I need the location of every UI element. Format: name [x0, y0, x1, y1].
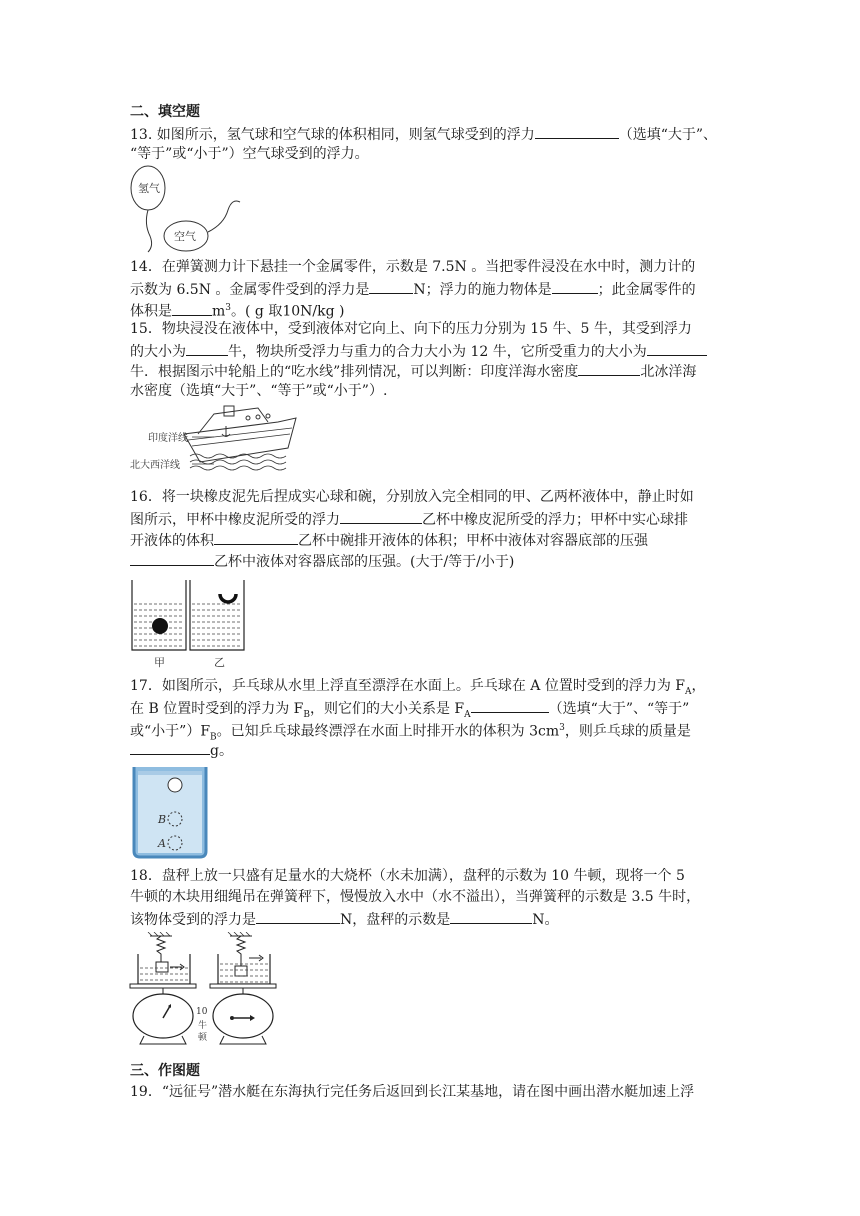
answer-blank[interactable] — [130, 550, 214, 566]
q16-line3: 开液体的体积 乙杯中碗排开液体的体积；甲杯中液体对容器底部的压强 — [130, 529, 648, 551]
q17-line3: 或“小于$”)F_B$。已知乒乓球最终漂浮在水面上时排开水的体积为 $3cm^3$，则乒乓球的质量是 — [130, 723, 691, 743]
q13-figure-balloons — [128, 164, 248, 254]
q18-line2: 牛顿的木块用细绳吊在弹簧秤下，慢慢放入水中（水不溢出），当弹簧秤的示数是 3.5 牛时， — [130, 889, 701, 905]
answer-blank[interactable] — [186, 340, 228, 356]
position-b-label: B — [158, 813, 167, 826]
q15-line3: 牛．根据图示中轮船上的“吃水线”排列情况，可以判断：印度洋海水密度 北冰洋海 — [130, 360, 696, 382]
position-a-label: A — [158, 837, 166, 850]
indian-ocean-line-label: 印度洋线 — [148, 433, 188, 444]
q15-figure-ship — [128, 404, 308, 478]
scale-reading-label: 10 — [196, 1007, 208, 1017]
q16-line1: 16．将一块橡皮泥先后捏成实心球和碗，分别放入完全相同的甲、乙两杯液体中，静止时如 — [130, 489, 694, 505]
section-title: 三、作图题 — [130, 1063, 200, 1079]
q14-line2: 示数为 6.5N 。金属零件受到的浮力是 N；浮力的施力物体是 ；此金属零件的 — [130, 278, 696, 300]
answer-blank[interactable] — [340, 508, 422, 524]
section-title: 二、填空题 — [130, 104, 200, 120]
answer-blank[interactable] — [450, 908, 532, 924]
answer-blank[interactable] — [130, 739, 210, 755]
q16-line4: 乙杯中液体对容器底部的压强。(大于/等于/小于) — [130, 550, 514, 572]
air-label: 空气 — [174, 230, 196, 243]
answer-blank[interactable] — [578, 360, 640, 376]
answer-blank[interactable] — [471, 697, 549, 713]
q15-line4: 水密度（选填“大于”、“等于”或“小于”）. — [130, 383, 388, 399]
q17-line1: 17．如图所示，乒乓球从水里上浮直至漂浮在水面上。乒乓球在 A 位置时受到的浮力为 $F_A$， — [130, 678, 706, 697]
hydrogen-label: 氢气 — [138, 182, 160, 195]
q19-line1: 19．“远征号”潜水艇在东海执行完任务后返回到长江某基地，请在图中画出潜水艇加速上浮 — [130, 1084, 695, 1100]
q16-figure-cups — [128, 576, 258, 670]
answer-blank[interactable] — [172, 300, 212, 316]
q17-figure-beaker — [130, 763, 214, 861]
svg-text:牛: 牛 — [198, 1021, 208, 1031]
svg-text:顿: 顿 — [198, 1033, 208, 1043]
q18-line3: 该物体受到的浮力是 N，盘秤的示数是 N。 — [130, 908, 559, 930]
answer-blank[interactable] — [552, 278, 598, 294]
answer-blank[interactable] — [214, 529, 298, 545]
q14-line1: 14．在弹簧测力计下悬挂一个金属零件，示数是 7.5N 。当把零件浸没在水中时，测力计的 — [130, 259, 696, 275]
q17-line4: g。 — [130, 739, 233, 761]
answer-blank[interactable] — [647, 340, 707, 356]
q18-line1: 18．盘秤上放一只盛有足量水的大烧杯（水未加满），盘秤的示数为 10 牛顿，现将一个 5 — [130, 868, 685, 884]
answer-blank[interactable] — [535, 123, 619, 139]
q18-figure-scales — [128, 932, 288, 1062]
q13-line1: 13. 如图所示，氢气球和空气球的体积相同，则氢气球受到的浮力 （选填“大于”、 — [130, 123, 717, 145]
cup-jia-label: 甲 — [154, 656, 165, 669]
answer-blank[interactable] — [256, 908, 340, 924]
q16-line2: 图所示，甲杯中橡皮泥所受的浮力 乙杯中橡皮泥所受的浮力；甲杯中实心球排 — [130, 508, 688, 530]
cup-yi-label: 乙 — [214, 656, 225, 669]
q17-line2: 在 B 位置时受到的浮力为 $F_B$，则它们的大小关系是 $F_A$ （选填“大于”、“等于” — [130, 697, 689, 725]
answer-blank[interactable] — [369, 278, 413, 294]
q13-line2: “等于”或“小于”）空气球受到的浮力。 — [130, 146, 369, 162]
north-atlantic-line-label: 北大西洋线 — [130, 460, 180, 471]
q14-line3: 体积是 $m^3$。( g 取10N/kg ) — [130, 298, 344, 322]
q15-line1: 15．物块浸没在液体中，受到液体对它向上、向下的压力分别为 15 牛、5 牛，其受到浮力 — [130, 321, 692, 337]
q15-line2: 的大小为 牛，物块所受浮力与重力的合力大小为 12 牛，它所受重力的大小为 — [130, 340, 707, 362]
